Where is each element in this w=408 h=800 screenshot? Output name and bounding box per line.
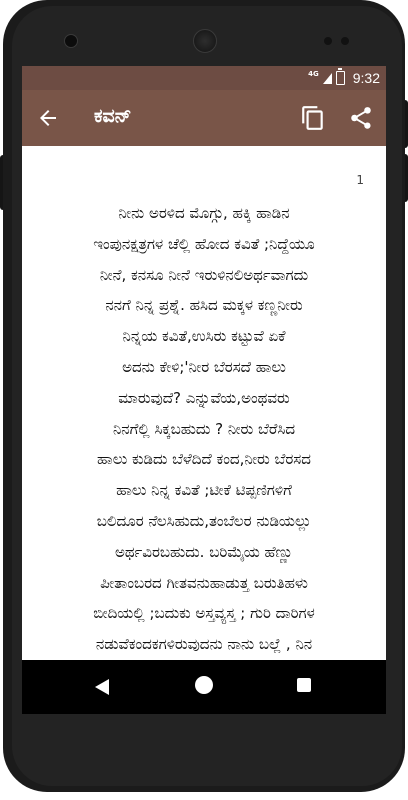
poem-line: ಮಾರುವುದೆ? ಎನ್ನುವೆಯ,ಅಂಥವರು — [118, 388, 290, 407]
poem-line: ನಡುವೆಕಂದಕಗಳಿರುವುದನು ನಾನು ಬಲ್ಲೆ , ನಿನ — [95, 635, 313, 654]
poem-line: ನಿನ್ನಯ ಕವಿತೆ,ಉಸಿರು ಕಟ್ಟುವೆ ಏಕೆ — [122, 327, 286, 346]
poem-content[interactable] — [22, 146, 386, 660]
poem-line: ನೀನೆ, ಕನಸೂ ನೀನೆ ಇರುಳಿನಲಿಅರ್ಥವಾಗದು — [99, 265, 309, 284]
system-nav-bar — [22, 660, 386, 714]
app-toolbar — [22, 90, 386, 146]
page-number: 1 — [356, 173, 364, 187]
poem-line: ಬಲಿದೂರ ನೆಲಸಿಹುದು,ತಂಬೆಲರ ನುಡಿಯಲ್ಲು — [96, 511, 312, 530]
front-camera-icon — [64, 34, 78, 48]
sensor-dot — [341, 37, 349, 45]
network-type-label: 4G — [308, 70, 319, 78]
nav-back-icon[interactable] — [94, 678, 110, 696]
page-title: ಕವನ್ — [94, 105, 132, 127]
status-bar — [22, 66, 386, 90]
poem-line: ಹಾಲು ನಿನ್ನ ಕವಿತೆ ;ಟೀಕೆ ಟಿಪ್ಪಣಿಗಳಿಗೆ — [116, 481, 292, 500]
poem-line: ಪೀತಾಂಬರದ ಗೀತವನುಹಾಡುತ್ತ ಬರುತಿಹಳು — [100, 573, 308, 592]
poem-line: ನಿನಗೆಲ್ಲಿ ಸಿಕ್ಕಬಹುದು ? ನೀರು ಬೆರೆಸಿದ — [112, 419, 296, 438]
poem-text — [28, 198, 380, 660]
poem-line: ಹಾಲು ಕುಡಿದು ಬೆಳೆದಿದೆ ಕಂದ,ನೀರು ಬೆರಸದ — [97, 450, 311, 469]
signal-icon — [323, 73, 332, 84]
poem-line: ಅರ್ಥವಿರಬಹುದು. ಬರಿಮೈಯ ಹೆಣ್ಣು — [114, 542, 294, 561]
poem-line: ನನಗೆ ನಿನ್ನ ಪ್ರಶ್ನೆ. ಹಸಿದ ಮಕ್ಕಳ ಕಣ್ಣನೀರು — [105, 296, 303, 315]
status-time: 9:32 — [352, 70, 380, 86]
nav-recents-icon[interactable] — [297, 678, 311, 692]
poem-line: ನೀನು ಅರಳಿದ ಮೊಗ್ಗು, ಹಕ್ಕಿ ಹಾಡಿನ — [118, 204, 290, 222]
share-icon[interactable] — [348, 105, 374, 131]
sensor-dot — [324, 37, 332, 45]
screen — [22, 66, 386, 714]
copy-icon[interactable] — [300, 104, 326, 132]
battery-icon — [336, 71, 345, 85]
nav-home-icon[interactable] — [195, 676, 213, 694]
poem-line: ಇಂಪುನಕ್ಷತ್ರಗಳ ಚೆಲ್ಲಿ ಹೋದ ಕವಿತೆ ;ನಿದ್ದೆಯೂ — [93, 234, 315, 253]
earpiece-speaker — [193, 29, 217, 53]
back-arrow-icon[interactable] — [36, 106, 60, 130]
poem-line: ಬೀದಿಯಲ್ಲಿ ;ಬದುಕು ಅಸ್ತವ್ಯಸ್ತ ; ಗುರಿ ದಾರಿಗಳ — [93, 604, 315, 623]
poem-line: ಅದನು ಕೇಳಿ;'ನೀರ ಬೆರಸದೆ ಹಾಲು — [122, 357, 286, 376]
status-icons — [308, 69, 380, 87]
